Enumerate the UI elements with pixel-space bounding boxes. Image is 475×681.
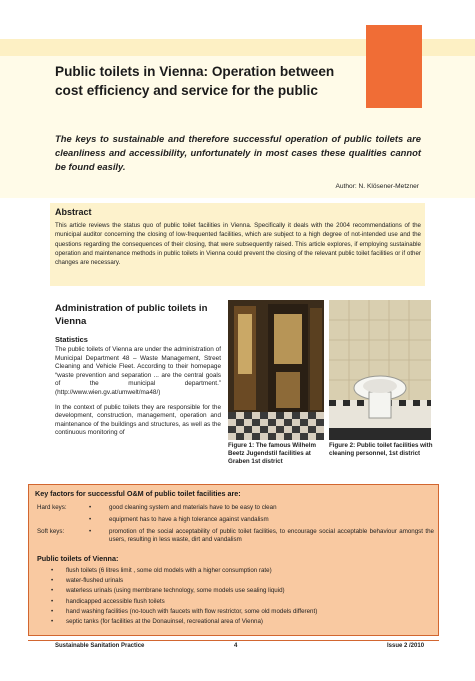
bullet-icon: • (89, 528, 92, 535)
footer-publication: Sustainable Sanitation Practice (55, 643, 145, 649)
toilets-heading: Public toilets of Vienna: (37, 554, 119, 563)
body-paragraph-1: The public toilets of Vienna are under the administration of Municipal Department 48 – Waste Management, Street Cleaning and Vehicle Fleet. According to their homepage “waste prevention and separation ... are the central goals of the municipal department.” (http://www.wien.gv.at/umwelt/ma48/) (55, 346, 221, 396)
footer-page-number: 4 (234, 643, 238, 649)
toilet-facility-image (228, 300, 324, 440)
article-title: Public toilets in Vienna: Operation between cost efficiency and service for the public (55, 64, 335, 98)
article-lead: The keys to sustainable and therefore successful operation of public toilets are cleanliness and accessibility, unfortunately in most cases these qualities cannot be found easily. (55, 133, 421, 172)
key-text: equipment has to have a high tolerance against vandalism (109, 516, 269, 523)
statistics-heading: Statistics (55, 335, 88, 344)
key-label: Soft keys: (37, 528, 65, 535)
article-author: Author: N. Klösener-Metzner (335, 183, 419, 190)
footer-issue: Issue 2 /2010 (387, 643, 425, 649)
bullet-icon: • (51, 597, 54, 605)
list-item: • septic tanks (for facilities at the Donauinsel, recreational area of Vienna) (44, 617, 434, 627)
list-item: • handicapped accessible flush toilets (44, 597, 434, 607)
toilets-list (44, 566, 434, 627)
bullet-icon: • (51, 567, 54, 574)
key-text: promotion of the social acceptability of public toilet facilities, to encourage social acceptable behaviour amongst the users, resulting in less waste, dirt and vandalism (109, 528, 434, 543)
abstract-text: This article reviews the status quo of public toilet facilities in Vienna. Specifically it deals with the 2004 recommendations of the municipal auditor concerning the closing of low-frequented facilities, which are subject to a high degree of not-intended use and the questions regarding the consequences of their closing, that were subsequently raised. This article explores, if employing sustainable operation and maintenance methods in public toilets in Vienna could prevent the closing of the relevant public toilet facilities or if other changes are necessary. (55, 222, 421, 267)
list-item: • waterless urinals (using membrane technology, some models use sealing liquid) (44, 586, 434, 596)
list-item: • hand washing facilities (no-touch with faucets with flow restrictor, some old models different) (44, 607, 434, 617)
body-paragraph-2: In the context of public toilets they are responsible for the development, construction, management, operation and maintenance of the buildings and structures, as well as the continuous monitoring of (55, 403, 221, 437)
list-item: • flush toilets (6 litres limit , some old models with a higher consumption rate) (44, 566, 434, 576)
figure-2-photo (329, 300, 431, 440)
figure-1-photo (228, 300, 324, 440)
toilet-bowl-image (329, 300, 431, 440)
bullet-icon: • (89, 504, 92, 511)
key-text: good cleaning system and materials have to be easy to clean (109, 504, 277, 511)
body-column (55, 302, 221, 492)
list-item: • water-flushed urinals (44, 576, 434, 586)
bullet-icon: • (51, 577, 54, 585)
figure-1-caption: Figure 1: The famous Wilhelm Beetz Jugendstil facilities at Graben 1st district (228, 442, 316, 465)
figure-2-caption: Figure 2: Public toilet facilities with cleaning personnel, 1st district (329, 442, 433, 457)
bullet-icon: • (51, 587, 54, 595)
key-factors-title: Key factors for successful O&M of public toilet facilities are: (35, 489, 241, 498)
bullet-icon: • (51, 607, 54, 615)
bullet-icon: • (89, 516, 92, 523)
orange-accent-block (366, 25, 422, 108)
footer-divider (28, 640, 439, 641)
key-label: Hard keys: (37, 504, 67, 511)
section-heading: Administration of public toilets in Vienna (55, 303, 208, 327)
bullet-icon: • (51, 618, 54, 626)
abstract-heading: Abstract (55, 207, 92, 217)
